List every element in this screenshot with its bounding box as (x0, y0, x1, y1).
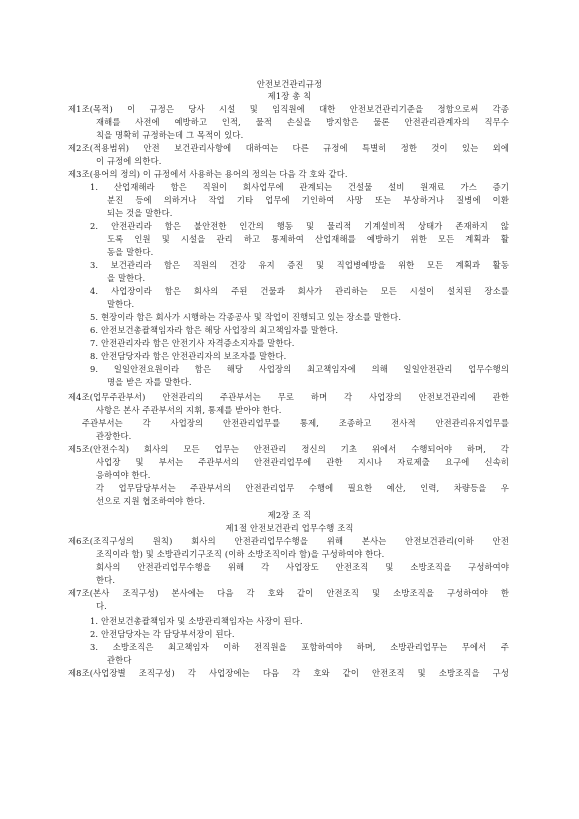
article-3-item: 되는 것을 말한다. (107, 208, 173, 218)
article-3-item: 명을 받은 자를 말한다. (107, 377, 192, 387)
article-5-line: 사업장 및 부서는 주관부서의 안전관리업무에 관한 지시나 자료제출 요구에 신속히 (96, 457, 509, 467)
article-7-item: 1. 안전보건총괄책임자 및 소방관리책임자는 사장이 된다. (90, 616, 303, 626)
article-5-line: 각 업무담당부서는 주관부서의 안전관리업무 수행에 필요한 예산, 인력, 차량등을 우 (96, 483, 509, 493)
article-3-item: 6. 안전보건총괄책임자라 함은 해당 사업장의 최고책임자를 말한다. (90, 325, 339, 335)
article-8-line: 제8조(사업장별 조직구성) 각 사업장에는 다음 각 호와 같이 안전조직 및 소방조직을 구성 (68, 668, 509, 678)
document-title: 안전보건관리규정 (256, 79, 323, 89)
article-6-line: 제6조(조직구성의 원칙) 회사의 안전관리업무수행을 위해 본사는 안전보건관리(이하 안전 (68, 536, 509, 546)
article-2-line: 이 규정에 의한다. (96, 156, 162, 166)
article-5-line: 제5조(안전수칙) 회사의 모든 업무는 안전관리 정신의 기초 위에서 수행되어야 하며, 각 (68, 444, 509, 454)
article-4-line: 주관부서는 각 사업장의 안전관리업무를 통제, 조종하고 전사적 안전관리유지업무를 (82, 418, 509, 428)
article-3-item: 2. 안전관리라 함은 불안전한 인간의 행동 및 물리적 기계설비적 상태가 존재하지 않 (90, 221, 509, 231)
article-6-line: 회사의 안전관리업무수행을 위해 각 사업장도 안전조직 및 소방조직을 구성하여야 (96, 562, 509, 572)
article-6-line: 조직이라 함) 및 소방관리기구조직 (이하 소방조직이라 함)을 구성하여야 한다. (96, 549, 385, 559)
article-3-item: 을 말한다. (107, 273, 146, 283)
article-2-line: 제2조(적용범위) 안전 보건관리사항에 대하여는 다른 규정에 특별히 정한 것이 있는 외에 (68, 143, 509, 153)
article-7-line: 제7조(본사 조직구성) 본사에는 다음 각 호와 같이 안전조직 및 소방조직을 구성하여야 한 (68, 588, 509, 598)
article-7-item: 3. 소방조직은 최고책임자 이하 전직원을 포함하여야 하며, 소방관리업무는 무에서 주 (90, 642, 509, 652)
article-3-item: 말한다. (107, 299, 135, 309)
chapter-2-heading: 제2장 조 직 (267, 510, 312, 520)
article-7-item: 2. 안전담당자는 각 담당부서장이 된다. (90, 629, 235, 639)
article-1-line: 칙을 명확히 규정하는데 그 목적이 있다. (96, 130, 244, 140)
article-3-item: 도록 인원 및 시설을 관리 하고 통제하여 산업재해를 예방하기 위한 모든 계획과 활 (107, 234, 509, 244)
article-4-line: 관장한다. (96, 431, 132, 441)
article-3-item: 1. 산업재해라 함은 직원이 회사업무에 관계되는 건설물 설비 원재료 가스 증기 (90, 182, 509, 192)
article-3-item: 9. 일일안전요원이라 함은 해당 사업장의 최고책임자에 의해 일일안전관리 업무수행의 (90, 364, 509, 374)
article-3-item: 7. 안전관리자라 함은 안전기사 자격증소지자를 말한다. (90, 338, 295, 348)
article-5-line: 응하여야 한다. (96, 470, 151, 480)
article-3-item: 5. 현장이라 함은 회사가 시행하는 각종공사 및 작업이 진행되고 있는 장소를 말한다. (90, 312, 402, 322)
article-3-item: 분진 등에 의하거나 작업 기타 업무에 기인하여 사망 또는 부상하거나 질병에 이환 (107, 195, 509, 205)
article-5-line: 선으로 지원 협조하여야 한다. (96, 496, 206, 506)
article-1-line: 재해를 사전에 예방하고 인적, 물적 손실을 방지함은 물론 안전관리관계자의 직무수 (96, 117, 509, 127)
chapter-1-heading: 제1장 총 칙 (267, 91, 312, 101)
article-1-line: 제1조(목적) 이 규정은 당사 시설 및 임직원에 대한 안전보건관리기준을 정함으로써 각종 (68, 104, 509, 114)
article-6-line: 한다. (96, 575, 116, 585)
article-3-item: 3. 보건관리라 함은 직원의 건강 유지 증진 및 직업병예방을 위한 모든 계획과 활동 (90, 260, 509, 270)
section-1-heading: 제1절 안전보건관리 업무수행 조직 (225, 523, 354, 533)
article-7-line: 다. (96, 601, 107, 611)
article-7-item: 관한다 (107, 655, 132, 665)
article-4-line: 제4조(업무주관부서) 안전관리의 주관부서는 무로 하며 각 사업장의 안전보건관리에 관한 (68, 392, 509, 402)
article-3-item: 8. 안전담당자라 함은 안전관리자의 보조자를 말한다. (90, 351, 287, 361)
article-3-line: 제3조(용어의 정의) 이 규정에서 사용하는 용어의 정의는 다음 각 호와 같다. (68, 169, 348, 179)
article-3-item: 동을 말한다. (107, 247, 154, 257)
article-4-line: 사항은 본사 주관부서의 지휘, 통제를 받아야 한다. (96, 405, 282, 415)
article-3-item: 4. 사업장이라 함은 회사의 주된 건물과 회사가 관리하는 모든 시설이 설치된 장소를 (90, 286, 509, 296)
